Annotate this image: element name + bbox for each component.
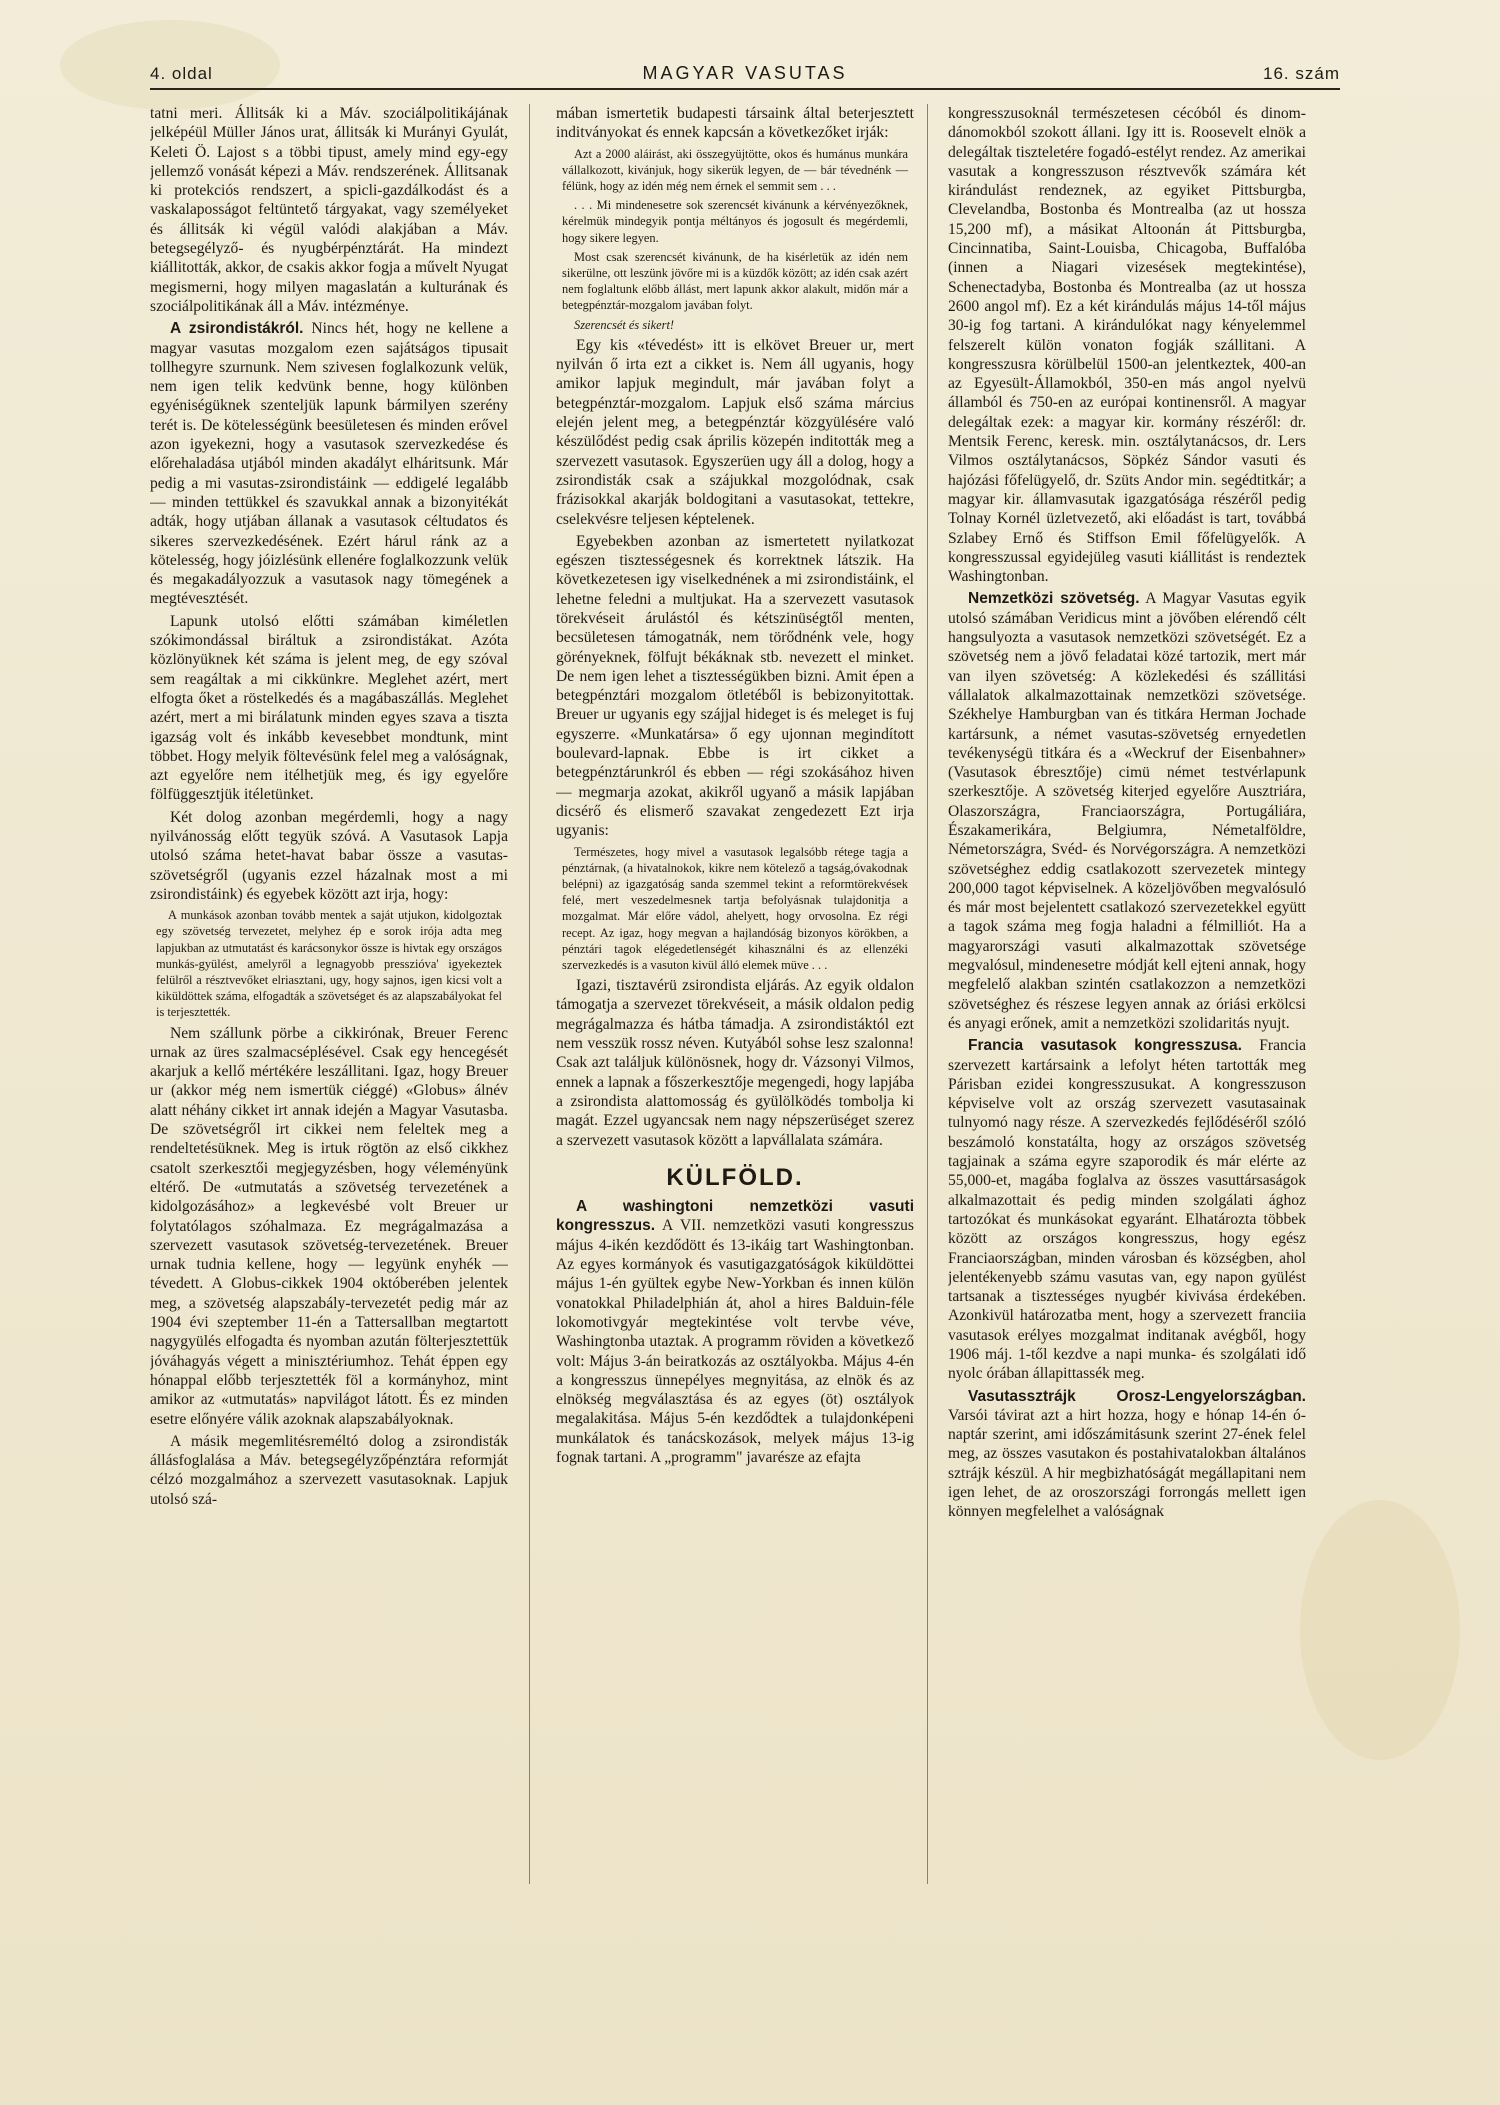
paragraph: A másik megemlitésreméltó dolog a zsirondisták állásfoglalása a Máv. betegsegélyzőpénztára reformját célzó mozgalmához a szervezett vasutasoknak. Lapjuk utolsó szá-	[150, 1432, 508, 1508]
paragraph: mában ismertetik budapesti társaink által beterjesztett inditványokat és ennek kapcsán a következőket irják:	[556, 105, 914, 142]
paragraph-text: Varsói távirat azt a hirt hozza, hogy e hónap 14-én ó-naptár szerint, ami időszámitásunk szerint 27-ének felel meg, az összes vasutakon és postahivatalokban általános sztrájk készül. A hir megbizhatóságát megállapitani nem igen lehet, de az oroszországi forrongás mellett igen könnyen megfelelhet a valóságnak	[948, 1406, 1306, 1521]
quoted-passage: A munkások azonban tovább mentek a saját utjukon, kidolgoztak egy szövetség tervezetet, melyhez ép e sorok irója adta meg lapjukban az utmutatást és karácsonykor össze is hivtak egy országos munkás-gyülést, amelyről a legnagyobb presszióva' igyekeztek felülről a résztvevőket elriasztani, ugy, hogy sajnos, igen kicsi volt a kiküldöttek száma, elfogadták a szövetséget és az alapszabályokat fel is terjesztették.	[156, 908, 502, 1020]
paragraph: Lapunk utolsó előtti számában kiméletlen szókimondással biráltuk a zsirondistákat. Azóta közlönyüknek két száma is jelent meg, de egy szóval sem reagáltak a mi cikkünkre. Meglehet azért, mert elfogta őket a röstelkedés és a magábaszállás. Meglehet azért, mert a mi birálatunk minden egyes szava a tiszta igazság volt és inkább kevesebbet mondtunk, mint többet. Hogy melyik föltevésünk felel meg a valóságnak, azt egyelőre nem itélhetjük meg, és igy egyelőre fölfüggesztjük itéletünket.	[150, 612, 508, 804]
issue-number: 16. szám	[1263, 64, 1340, 83]
paragraph-text: Francia szervezett kartársaink a lefolyt héten tartották meg Párisban ezidei kongresszusukat. A kongresszuson képviselve volt az ország szervezett vasutasainak tulnyomó nagy része. A szervezkedés fejlődéséről szóló beszámoló konstatálta, hogy az országos szövetség tagjainak a száma egyre szaporodik és már elérte az 55,000-et, magába foglalva az összes vasuttársaságok alkalmazottait és pedig minden szolgálati ághoz tartozókat és munkásokat egyaránt. Elhatározta többek között az országos kongresszus, hogy egész Franciaországban, minden városban és községben, ahol jelentékenyebb számu vasutas van, egy napon gyülést tartsanak a tisztességes nyugbér kivivása érdekében. Azonkivül határozatba ment, hogy a szervezett franciia vasutasok erélyes mozgalmat inditanak avégből, hogy 1906 máj. 1-től kezdve a napi munka- és szolgálati idő nyolc órában állapittassék meg.	[948, 1037, 1306, 1383]
paragraph: Igazi, tisztavérü zsirondista eljárás. Az egyik oldalon támogatja a szervezet törekvéseit, a másik oldalon pedig megrágalmazza és hátba támadja. A zsirondistáktól ezt nem vesszük rossz néven. Kutyából sohse lesz szalonna! Csak azt találjuk különösnek, hogy dr. Vázsonyi Vilmos, ennek a lapnak a főszerkesztője megengedi, hogy lapjába a zsirondista alattomosság és gyülölködés tombolja ki magát. Ezzel ugyancsak nem nagy népszerüséget szerez a szervezett vasutasok között a lapvállalata számára.	[556, 977, 914, 1149]
article-heading: A zsirondistákról.	[170, 320, 304, 338]
section-title-kulfold: KÜLFÖLD.	[666, 1163, 804, 1191]
paragraph: Nem szállunk pörbe a cikkirónak, Breuer Ferenc urnak az üres szalmacséplésével. Csak egy hencegését akarjuk a kellő mértékére leszállitani. Igaz, hogy Breuer ur (akkor még nem ismertük ciéggé) «Globus» álnév alatt néhány cikket irt annak idején a Magyar Vasutasba. De szövetségről irt cikkei nem feleltek meg a rendeltetésüknek. Meg is irtuk rögtön az első cikkhez csatolt szerkesztői megjegyzésben, hogy véleményünk eltérő. De «utmutatás a szövetség tervezetének a kidolgozásához» a legkevésbé volt Breuer ur folytatólagos szóhalmaza. Ez megrágalmazása a szervezett vasutasok szövetség-tervezetének. Breuer urnak tudnia kellene, hogy — legyünk enyhék — tévedett. A Globus-cikkek 1904 októberében jelentek meg, a szövetség alapszabály-tervezetét pedig már az 1904 évi szeptember 11-én a Tattersallban megtartott nagygyülés elfogadta és nyomban azután fölterjesztettük jóváhagyás végett a minisztériumhoz. Tehát éppen egy hónappal előbb terjesztették föl a kormányhoz, mint amikor az «utmutatás» napvilágot látott. És ez minden esetre előnyére válik azoknak alapszabályoknak.	[150, 1024, 508, 1428]
paragraph: Egy kis «tévedést» itt is elkövet Breuer ur, mert nyilván ő irta ezt a cikket is. Nem áll ugyanis, hogy amikor lapjuk megindult, már javában folyt a betegpénztár-mozgalom. Lapjuk első száma március elején jelent meg, a betegpénztár közgyülésére való készülődést pedig csak április közepén inditották meg a szervezett vasutasok. Egyszerüen ugy áll a dolog, hogy a zsirondisták csak a szájukkal mozgolódnak, csak frázisokkal akarják boldogitani a vasutasokat, tettekre, cselekvésre teljesen képtelenek.	[556, 336, 914, 528]
quoted-passage: Szerencsét és sikert!	[574, 317, 675, 332]
column-rule	[927, 104, 928, 1884]
paragraph: kongresszusoknál természetesen cécóból és dinom-dánomokból szokott állani. Igy itt is. Roosevelt elnök a delegáltak tiszteletére fogadó-estélyt rendez. Az amerikai vasutak a kongresszuson résztvevők számára két kirándulást rendeznek, az egyiket Pittsburgba, Clevelandba, Bostonba és Montrealba (az ut hossza 15,200 mf), a másikat Altoonán át Pittsburgba, Cincinnatiba, Saint-Louisba, Chicagoba, Buffalóba (innen a Niagari vizesések megtekintése), Schenectadyba, Bostonba és Montrealba (az ut hossza 2600 angol mf). Ez a két kirándulás május 14-től május 30-ig fog tartani. A kirándulókat nagy kényelemmel felszerelt külön vonaton fogják szállitani. A kongresszusra körülbelül 1500-an jelentkeztek, 400-an az Egyesült-Államokból, 350-en más angol nyelvü államból és 750-en az európai kontinensről. A magyar delegáltak ezek: a magyar kir. kormány részéről: dr. Mentsik Ferenc, keresk. min. osztálytanácsos, dr. Lers Vilmos osztálytanácsos, Söpkéz Sándor vasuti és hajózási főfelügyelő, dr. Szüts Andor min. segédtitkár; a magyar kir. államvasutak igazgatósága részéről pedig Tolnay Kornél üzletvezető, aki előadást is tart, továbbá Szlabey Ernő és Stiffson Emil főfelügyelők. A kongresszussal egyidejüleg vasuti kiállitást is rendeztek Washingtonban.	[948, 105, 1306, 586]
paragraph-text: A VII. nemzetközi vasuti kongresszus május 4-ikén kezdődött és 13-ikáig tart Washingtonban. Az egyes kormányok és vasutigazgatóságok kiküldöttei május 1-én gyültek egybe New-Yorkban és innen külön vonatokkal Philadelphián át, ahol a hires Balduin-féle lokomotivgyár megtekintése volt tervbe véve, Washingtonba utaztak. A programm röviden a következő volt: Május 3-án beiratkozás az osztályokba. Május 4-én a kongresszus ünnepélyes megnyitása, az elnök és az elnökség megválasztása és az egyes (öt) osztályok megalakitása. Május 5-én kezdődtek a tulajdonképeni munkálatok és tanácskozások, melyek május 13-ig fognak tartani. A „programm" javarésze az efajta	[556, 1217, 914, 1466]
paragraph: Egyebekben azonban az ismertetett nyilatkozat egészen tisztességesnek és korrektnek látszik. Ha következetesen igy viselkednének a mi zsirondistáink, el lehetne feledni a multjukat. Ha a szervezett vasutasok törekvéseit árulástól és kétszinüségtől menten, becsületesen támogatnák, nem törődnénk vele, hogy görényeknek, fölfujt békáknak stb. nevezett el minket. De nem igen lehet a tisztességükben bizni. Amit épen a betegpénztári mozgalom ötletéből is bebizonyitottak. Breuer ur ugyanis egy szájjal hideget is és meleget is fuj egyszerre. «Munkatársa» ő egy ujonnan megindított boulevard-lapnak. Ebbe is irt cikket a betegpénztárunkról és ebben — régi szokásához hiven — megmarja azokat, akikről ugyanő a másik lapjában dicsérő és elismerő szavakat zengedezett Ezt irja ugyanis:	[556, 532, 914, 840]
article-vasutassztrajk	[948, 1387, 1306, 1522]
article-heading: Vasutassztrájk Orosz-Lengyelországban.	[968, 1387, 1306, 1405]
paragraph-text: Nincs hét, hogy ne kellene a magyar vasutas mozgalom ezen sajátságos tipusait tollhegyre szurnunk. Nem szivesen foglalkozunk velük, nem igen telik kedvünk benne, hogy különben egyéniségüknek szenteljük lapunk bármilyen szerény terét is. De kötelességünk beesületesen és minden erővel azon igyekezni, hogy a vasutasok szervezkedése és előrehaladása utjából minden akadályt elháritsunk. Már pedig a mi vasutas-zsirondistáink — eddigelé legalább — minden tettükkel és szavukkal annak a bizonyitékát adták, hogy utjában állanak a vasutasok céltudatos és sikeres szervezkedésének. Ezért hárul ránk az a kötelesség, hogy jóizlésünk ellenére foglalkozzunk velük és megakadályozzuk a vasutasok nagy tömegének a megtévesztését.	[150, 320, 508, 608]
article-heading: A washingtoni nemzetközi vasuti kongresszus.	[556, 1198, 914, 1235]
quoted-passage: Most csak szerencsét kivánunk, de ha kisérletük az idén nem sikerülne, ott leszünk jövőre mi is a küzdők között; az idén csak azért nem foglaltunk előbb állást, mert lapunk akkor alakult, midőn már a betegpénztár-mozgalom javában folyt.	[562, 249, 908, 313]
paper-stain	[1300, 1500, 1460, 1760]
quoted-passage: Azt a 2000 aláirást, aki összegyüjtötte, okos és humánus munkára vállalkozott, kivánjuk, hogy sikerük legyen, de — bár tévednénk — félünk, hogy az idén még nem érnek el semmit sem . . .	[562, 146, 908, 193]
quoted-passage: Természetes, hogy mivel a vasutasok legalsóbb rétege tagja a pénztárnak, (a hivatalnokok, kikre nem kötelező a tagság,óvakodnak belépni) az igazgatóság sanda szemmel tekint a reformtörekvések felé, mert veszedelmesnek tartja befolyásnak tulajdonitja a mozgalmat. Már előre vádol, ahelyett, hogy orvosolna. Ez régi recept. Az igaz, hogy megvan a hajlandóság bizonyos körökben, a pénztári tagok elégedetlenségét kihasználni és az ellenzéki szervezkedés is a vasuton kivül álló elemek müve . . .	[562, 844, 908, 972]
article-washington	[556, 1197, 914, 1467]
paragraph-text: A Magyar Vasutas egyik utolsó számában Veridicus mint a jövőben elérendő célt hangsulyozta a vasutasok nemzetközi szövetségét. Ez a szövetség nem a jövő feladatai közé tartozik, mert már van ilyen szövetség: A közlekedési és szállitási vállalatok alkalmazottainak nemzetközi szövetsége. Székhelye Hamburgban van és titkára Herman Jochade kartársunk, a német vasutas-szövetség ernyedetlen tevékenységü titkára és a «Weckruf der Eisenbahner» (Vasutasok ébresztője) cimü német testvérlapunk szerkesztője. A szövetség kiterjed egyelőre Ausztriára, Olaszországra, Franciaországra, Portugáliára, Északamerikára, Belgiumra, Németalföldre, Németországra, Svéd- és Norvégországra. A nemzetközi szövetséghez eddig csatlakozott szervezetek mintegy 200,000 tagot képviselnek. A közeljövőben megvalósuló és már most bejelentett csatlakozó szervezetekkel együtt a tagok száma meg fogja haladni a félmilliót. Ha a magyarországi vasuti alkalmazottak szövetsége megvalósul, mindenesetre módját kell ejteni annak, hogy megfelelő alakban szintén csatlakozzon a nemzetközi szövetséghez és részese legyen annak az óriási erkölcsi és anyagi erőnek, amit a nemzetközi szolidaritás nyujt.	[948, 590, 1306, 1032]
paragraph: tatni meri. Állitsák ki a Máv. szociálpolitikájának jelképéül Müller János urat, állitsák ki Murányi Gyulát, Keleti Ö. Lajost s a többi tipust, amely mind egy-egy jellemző vonását képezi a Máv. rendszerének. Állitsanak ki protekciós rendszert, a spicli-gazdálkodást és a vaskalaposságot feltüntető tárgyakat, vagy személyeket és állitsák ki végül valódi alakjában a Máv. betegsegélyző- és nyugbérpénztárát. Ha mindezt kiállitották, akkor, de csakis akkor fogja a művelt Nyugat megismerni, hogy milyen magaslatán a kulturának és szociálpolitikának áll a Máv. intézménye.	[150, 105, 508, 315]
column-2	[556, 104, 914, 2044]
masthead-title: MAGYAR VASUTAS	[642, 63, 848, 83]
article-heading: Francia vasutasok kongresszusa.	[968, 1037, 1242, 1055]
article-nemzetkozi-szovetseg	[948, 589, 1306, 1033]
article-heading: Nemzetközi szövetség.	[968, 590, 1140, 608]
article-francia-kongresszus	[948, 1036, 1306, 1383]
paragraph: Két dolog azonban megérdemli, hogy a nagy nyilvánosság előtt tegyük szóvá. A Vasutasok Lapja utolsó száma hetet-havat babar össze a vasutas-szövetségről (ugyanis ezzel házalnak most a mi zsirondistáink) és egyebek között azt irja, hogy:	[150, 808, 508, 903]
page-number: 4. oldal	[150, 64, 213, 83]
page-header	[150, 58, 1340, 90]
column-3	[948, 104, 1306, 2044]
article-zsirondistak	[150, 319, 508, 608]
column-1	[150, 104, 508, 2044]
quoted-passage: . . . Mi mindenesetre sok szerencsét kivánunk a kérvényezőknek, kérelmük mindegyik pontja méltányos és jogosult és megérdemli, hogy sikere legyen.	[562, 198, 908, 245]
column-rule	[529, 104, 530, 1884]
